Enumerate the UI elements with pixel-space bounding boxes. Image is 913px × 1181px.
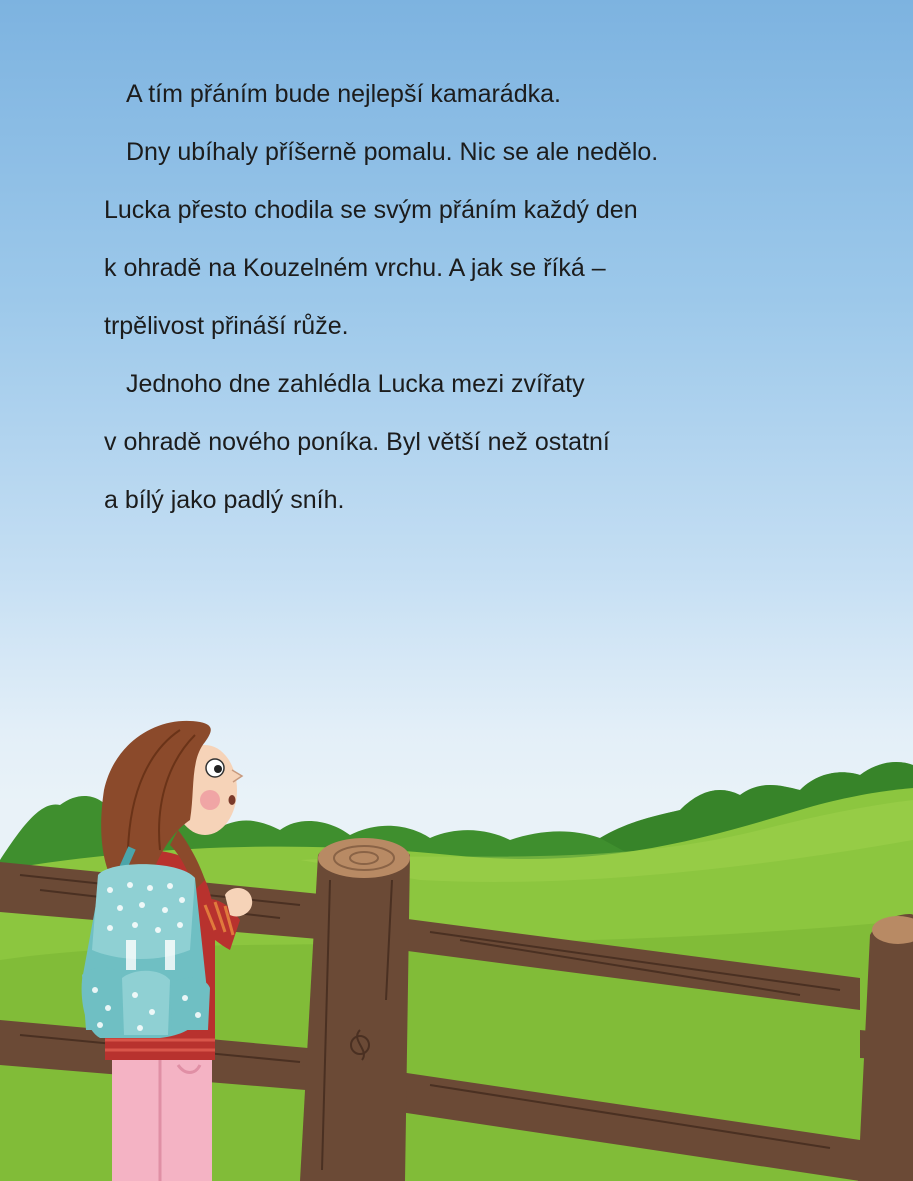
story-line: v ohradě nového poníka. Byl větší než ostatní (104, 428, 610, 456)
story-line: k ohradě na Kouzelném vrchu. A jak se říká – (104, 254, 606, 282)
story-line: a bílý jako padlý sníh. (104, 486, 345, 514)
story-line: trpělivost přináší růže. (104, 312, 349, 340)
backpack (82, 848, 210, 1038)
story-line: Jednoho dne zahlédla Lucka mezi zvířaty (126, 370, 585, 398)
story-line: A tím přáním bude nejlepší kamarádka. (126, 80, 561, 108)
story-line: Lucka přesto chodila se svým přáním každý den (104, 196, 638, 224)
story-line: Dny ubíhaly příšerně pomalu. Nic se ale nedělo. (126, 138, 659, 166)
